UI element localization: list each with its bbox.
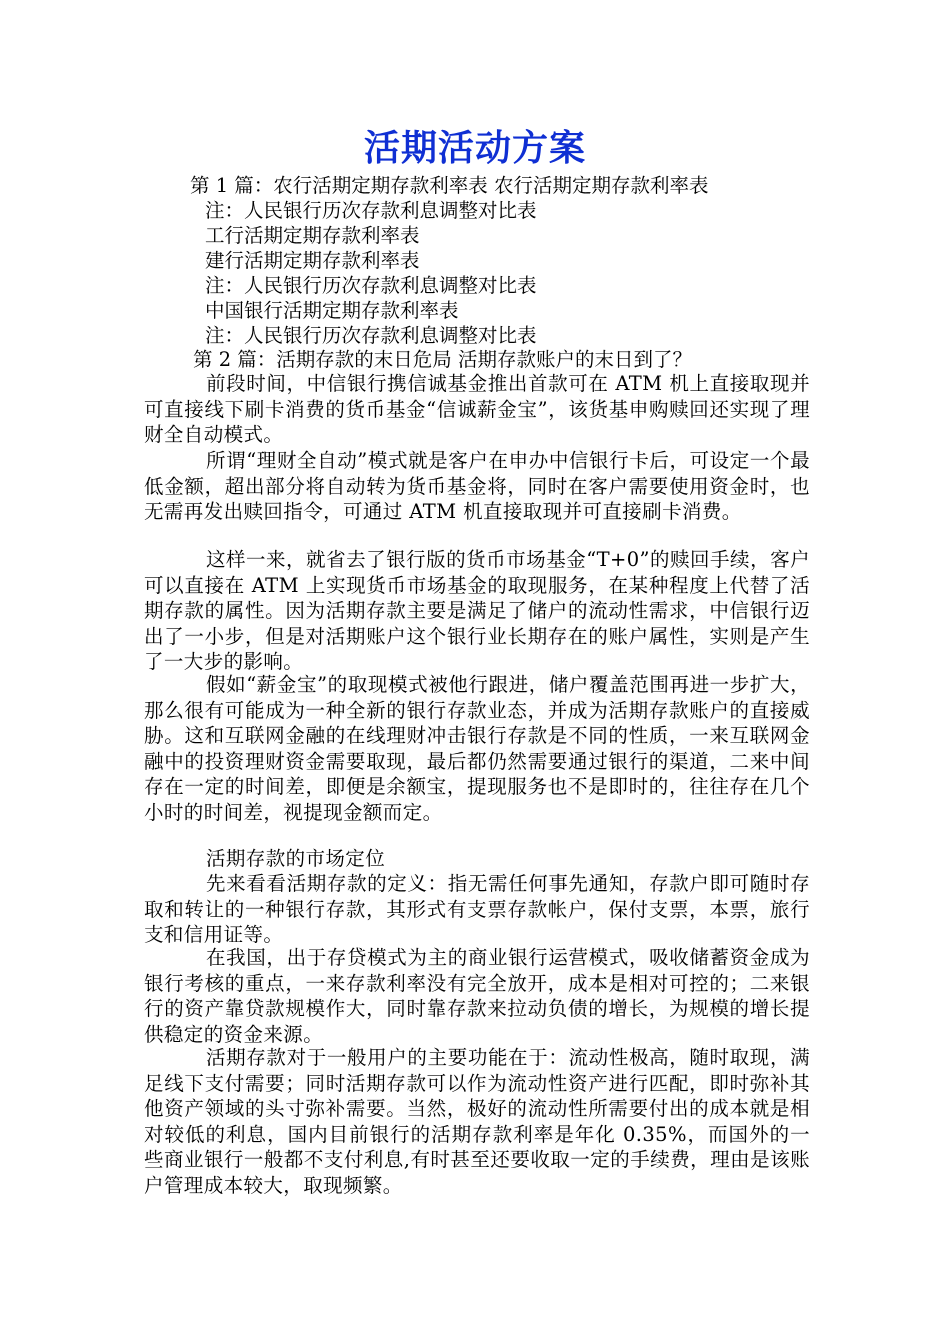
section1-line: 注：人民银行历次存款利息调整对比表 [205,199,537,222]
body-paragraph: 假如“薪金宝”的取现模式被他行跟进，储户覆盖范围再进一步扩大，那么很有可能成为一种全新的银行存款业态，并成为活期存款账户的直接威胁。这和互联网金融的在线理财冲击银行存款是不同的性质，一来互联网金融中的投资理财资金需要取现，最后都仍然需要通过银行的渠道，二来中间存在一定的时间差，即便是余额宝，提现服务也不是即时的，往往存在几个小时的时间差，视提现金额而定。 [144,673,810,824]
section2-heading: 第 2 篇：活期存款的末日危局 活期存款账户的末日到了？ [193,348,693,371]
body-paragraph: 先来看看活期存款的定义：指无需任何事先通知，存款户即可随时存取和转让的一种银行存款，其形式有支票存款帐户，保付支票，本票，旅行支和信用证等。 [144,872,810,946]
section1-line: 注：人民银行历次存款利息调整对比表 [205,274,537,297]
body-paragraph: 前段时间，中信银行携信诚基金推出首款可在 ATM 机上直接取现并可直接线下刷卡消费的货币基金“信诚薪金宝”，该货基申购赎回还实现了理财全自动模式。 [144,372,810,446]
document-title: 活期活动方案 [363,128,586,169]
body-paragraph: 这样一来，就省去了银行版的货币市场基金“T+0”的赎回手续，客户可以直接在 ATM 上实现货币市场基金的取现服务，在某种程度上代替了活期存款的属性。因为活期存款主要是满足了储户的流动性需求，中信银行迈出了一小步，但是对活期账户这个银行业长期存在的账户属性，实则是产生了一大步的影响。 [144,548,810,673]
section-subheading: 活期存款的市场定位 [206,847,386,870]
body-paragraph: 活期存款对于一般用户的主要功能在于：流动性极高，随时取现，满足线下支付需要；同时活期存款可以作为流动性资产进行匹配，即时弥补其他资产领域的头寸弥补需要。当然，极好的流动性所需要付出的成本就是相对较低的利息，国内目前银行的活期存款利率是年化 0.35%，而国外的一些商业银行一般都不支付利息,有时甚至还要收取一定的手续费，理由是该账户管理成本较大，取现频繁。 [144,1046,810,1197]
section1-heading: 第 1 篇：农行活期定期存款利率表 农行活期定期存款利率表 [190,174,709,197]
body-paragraph: 所谓“理财全自动”模式就是客户在申办中信银行卡后，可设定一个最低金额，超出部分将自动转为货币基金将，同时在客户需要使用资金时，也无需再发出赎回指令，可通过 ATM 机直接取现并可直接刷卡消费。 [144,449,810,523]
section1-line: 注：人民银行历次存款利息调整对比表 [205,324,537,347]
section1-line: 建行活期定期存款利率表 [205,249,420,272]
section1-line: 中国银行活期定期存款利率表 [205,299,459,322]
section1-line: 工行活期定期存款利率表 [205,224,420,247]
body-paragraph: 在我国，出于存贷模式为主的商业银行运营模式，吸收储蓄资金成为银行考核的重点，一来存款利率没有完全放开，成本是相对可控的；二来银行的资产靠贷款规模作大，同时靠存款来拉动负债的增长，为规模的增长提供稳定的资金来源。 [144,946,810,1046]
